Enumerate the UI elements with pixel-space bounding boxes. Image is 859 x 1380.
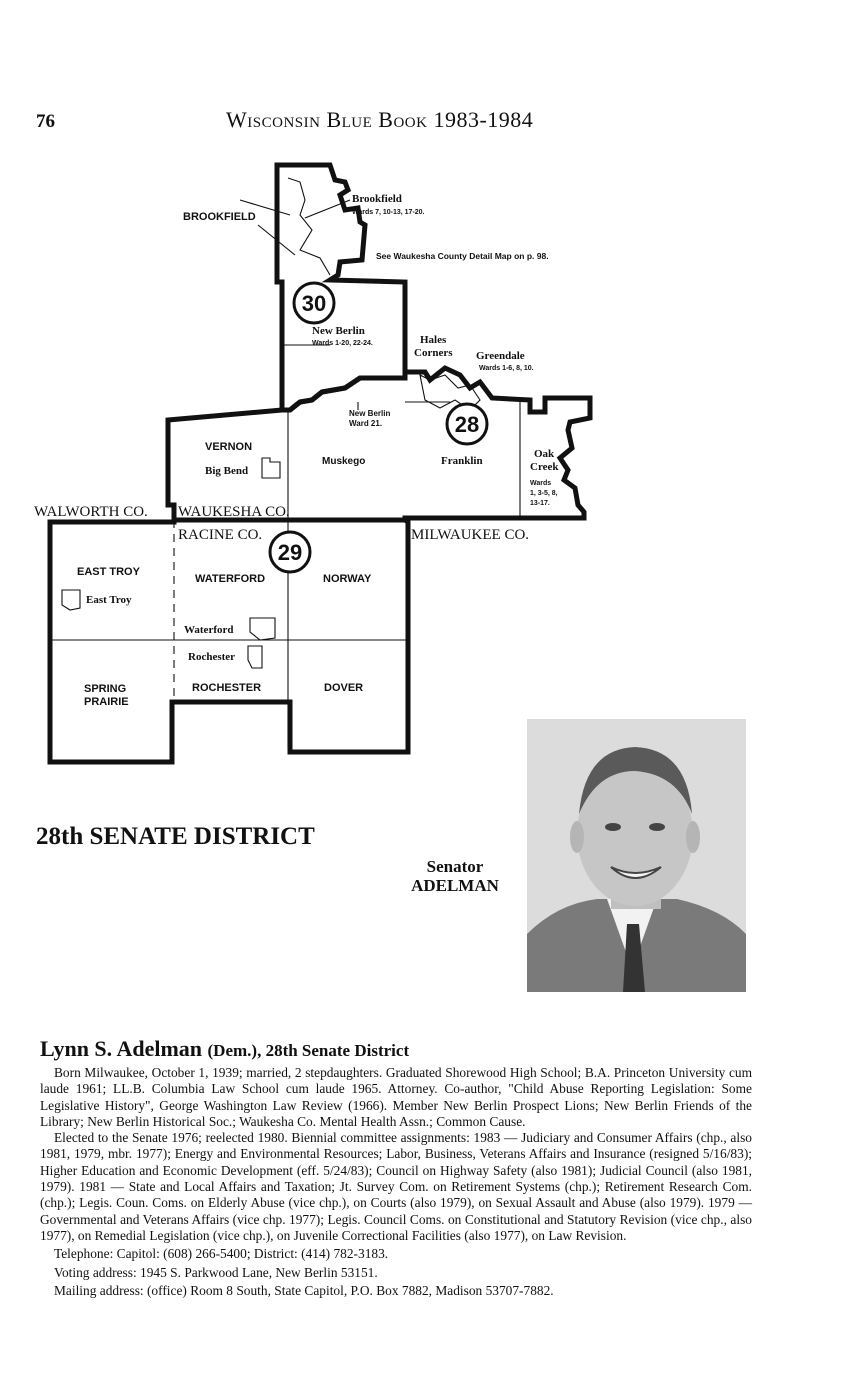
- label-oak-wards-2: 1, 3-5, 8,: [530, 490, 558, 497]
- district-heading: 28th SENATE DISTRICT: [36, 823, 315, 850]
- label-racine-co: RACINE CO.: [178, 527, 263, 543]
- district-29-number: 29: [277, 540, 303, 565]
- label-new-berlin: New Berlin: [312, 325, 365, 337]
- bio-affiliation: (Dem.), 28th Senate District: [207, 1041, 410, 1060]
- label-brookfield-wards: Wards 7, 10-13, 17-20.: [352, 209, 425, 216]
- label-walworth-co: WALWORTH CO.: [34, 504, 148, 520]
- district-29-boundary: [50, 520, 408, 762]
- district-30-marker: [294, 283, 334, 323]
- label-dover: DOVER: [324, 682, 364, 694]
- page-number: 76: [36, 111, 55, 132]
- label-big-bend: Big Bend: [205, 465, 249, 477]
- label-greendale: Greendale: [476, 350, 525, 362]
- bio-paragraph-personal: Born Milwaukee, October 1, 1939; married, 2 stepdaughters. Graduated Shorewood High School; B.A. Princeton University cum laude 1961; LL.B. Columbia Law School cum laude 1965. Attorney. Co-author, "Child Abuse Reporting Legislation: Some Legislative History", George Washington Law Review (1966). Member New Berlin Prospect Lions; New Berlin Friends of the Library; New Berlin Historical Soc.; Waukesha Co. Mental Health Assn.; Common Cause.: [40, 1065, 752, 1129]
- label-waukesha-co: WAUKESHA CO.: [178, 504, 290, 520]
- bio-name-line: [40, 1036, 752, 1064]
- bio-mailing-address: Mailing address: (office) Room 8 South, State Capitol, P.O. Box 7882, Madison 53707-7882.: [54, 1282, 554, 1298]
- label-new-berlin-wards: Wards 1-20, 22-24.: [312, 340, 373, 347]
- running-head-text: Wisconsin Blue Book 1983-1984: [226, 107, 534, 132]
- label-east-troy-town: EAST TROY: [77, 566, 140, 578]
- bio-name: Lynn S. Adelman: [40, 1036, 203, 1061]
- district-28-number: 28: [454, 412, 480, 437]
- label-corners: Corners: [414, 347, 453, 359]
- photo-caption: [395, 857, 515, 895]
- label-greendale-wards: Wards 1-6, 8, 10.: [479, 365, 534, 372]
- label-vernon: VERNON: [205, 441, 253, 453]
- senator-portrait: [527, 719, 746, 992]
- label-hales: Hales: [420, 334, 447, 346]
- portrait-illustration: [527, 719, 746, 992]
- district-29-marker: [270, 532, 310, 572]
- label-rochester-village: Rochester: [188, 651, 236, 663]
- label-new-berlin-w21b: Ward 21.: [349, 419, 383, 428]
- label-rochester-town: ROCHESTER: [192, 682, 262, 694]
- district-30-number: 30: [301, 291, 327, 316]
- district-map: [0, 150, 640, 780]
- label-detail-note: See Waukesha County Detail Map on p. 98.: [376, 251, 549, 261]
- label-brookfield-town: BROOKFIELD: [183, 211, 256, 223]
- label-norway: NORWAY: [323, 573, 372, 585]
- label-east-troy-village: East Troy: [86, 594, 132, 606]
- caption-name: ADELMAN: [411, 876, 499, 895]
- label-oak-wards-1: Wards: [530, 480, 552, 487]
- caption-title: Senator: [426, 857, 484, 876]
- bio-paragraph-legislative: Elected to the Senate 1976; reelected 1980. Biennial committee assignments: 1983 — Judiciary and Consumer Affairs (chp., also 1981, 1979, mbr. 1977); Energy and Environmental Resources; Labor, Business, Veterans Affairs and Insurance (resigned 5/16/83); Higher Education and Economic Development (eff. 5/24/83); Council on Highway Safety (also 1981); Judicial Council (also 1981, 1979). 1981 — State and Local Affairs and Taxation; Jt. Survey Com. on Retirement Systems (chp.); Retirement Research Com. (chp.); Legis. Coun. Coms. on Elderly Abuse (vice chp.), on Courts (also 1979), on Sexual Assault and Abuse (also 1979). 1979 — Governmental and Veterans Affairs (vice chp. 1977); Legis. Council Coms. on Constitutional and Statutory Revision (vice chp., also 1977), on Remedial Legislation (vice chp.), on Juvenile Correctional Facilities (also 1977), on Law Revision.: [40, 1130, 752, 1243]
- label-prairie: PRAIRIE: [84, 696, 129, 708]
- biography: [40, 1036, 752, 1299]
- label-brookfield-city: Brookfield: [352, 193, 402, 205]
- label-milwaukee-co: MILWAUKEE CO.: [411, 527, 530, 543]
- map-labels: [34, 193, 559, 708]
- label-muskego: Muskego: [322, 456, 366, 467]
- label-oak: Oak: [534, 448, 555, 460]
- label-waterford-town: WATERFORD: [195, 573, 266, 585]
- label-spring: SPRING: [84, 683, 127, 695]
- label-oak-wards-3: 13-17.: [530, 500, 550, 507]
- running-head: [226, 107, 533, 133]
- district-28-marker: [447, 404, 487, 444]
- label-waterford-village: Waterford: [184, 624, 234, 636]
- bio-telephone: Telephone: Capitol: (608) 266-5400; District: (414) 782-3183.: [54, 1246, 389, 1262]
- label-franklin: Franklin: [441, 455, 483, 467]
- bio-voting-address: Voting address: 1945 S. Parkwood Lane, New Berlin 53151.: [54, 1264, 378, 1280]
- label-creek: Creek: [530, 461, 559, 473]
- label-new-berlin-w21a: New Berlin: [349, 409, 391, 418]
